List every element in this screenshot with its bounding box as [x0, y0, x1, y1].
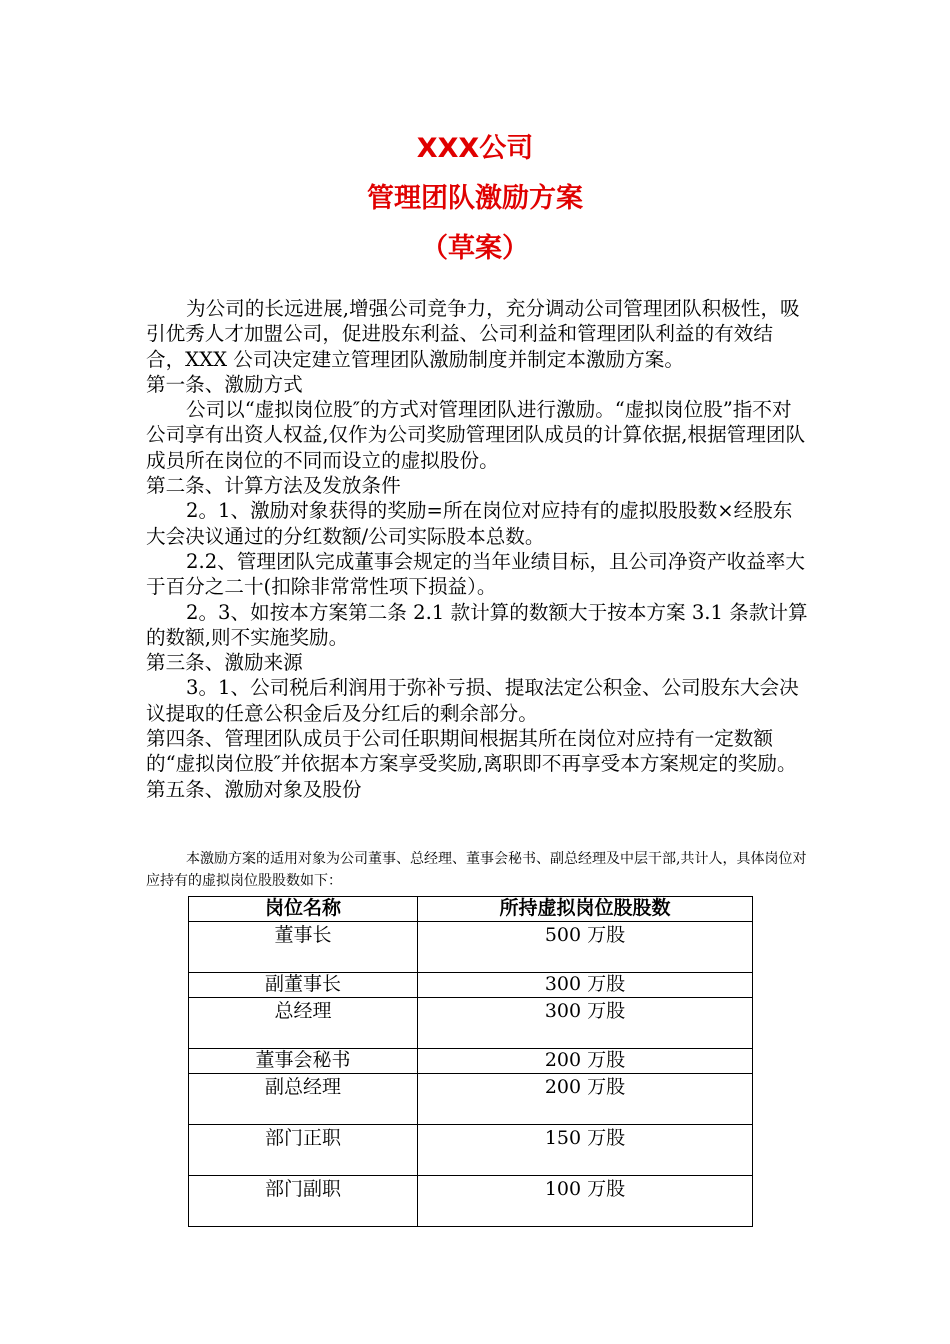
clause-2-2: 2.2、管理团队完成董事会规定的当年业绩目标，且公司净资产收益率大于百分之二十(扣除非常常性项下损益）。 [146, 549, 805, 599]
table-row [189, 973, 753, 998]
position-cell: 副董事长 [189, 973, 418, 998]
table-header-row [189, 897, 753, 922]
clause-2-3: 2。3、如按本方案第二条 2.1 款计算的数额大于按本方案 3.1 条款计算的数额,则不实施奖励。 [146, 600, 808, 649]
intro-paragraph: 为公司的长远进展,增强公司竞争力，充分调动公司管理团队积极性，吸引优秀人才加盟公司，促进股东利益、公司利益和管理团队利益的有效结合，XXX 公司决定建立管理团队激励制度并制定本激励方案。 [146, 297, 800, 371]
column-header-shares: 所持虚拟岗位股股数 [418, 897, 753, 922]
shares-cell: 300 万股 [418, 998, 753, 1049]
table-row [189, 1125, 753, 1176]
document-body [146, 296, 808, 802]
shares-cell: 200 万股 [418, 1049, 753, 1074]
table-row [189, 998, 753, 1049]
scope-note [146, 848, 810, 892]
column-header-position: 岗位名称 [189, 897, 418, 922]
article-1-heading: 第一条、激励方式 [146, 372, 303, 396]
shares-cell: 200 万股 [418, 1074, 753, 1125]
table-row [189, 1049, 753, 1074]
document-subtitle: （草案） [421, 233, 529, 264]
scope-note-text: 本激励方案的适用对象为公司董事、总经理、董事会秘书、副总经理及中层干部,共计人，具体岗位对应持有的虚拟岗位股股数如下： [146, 851, 807, 889]
shares-cell: 300 万股 [418, 973, 753, 998]
position-cell: 总经理 [189, 998, 418, 1049]
article-1-paragraph: 公司以“虚拟岗位股″的方式对管理团队进行激励。“虚拟岗位股”指不对公司享有出资人权益,仅作为公司奖励管理团队成员的计算依据,根据管理团队成员所在岗位的不同而设立的虚拟股份。 [146, 398, 806, 472]
clause-3-1: 3。1、公司税后利润用于弥补亏损、提取法定公积金、公司股东大会决议提取的任意公积金后及分红后的剩余部分。 [146, 676, 799, 725]
clause-2-1: 2。1、激励对象获得的奖励=所在岗位对应持有的虚拟股股数×经股东大会决议通过的分红数额/公司实际股本总数。 [146, 499, 793, 548]
position-cell: 部门副职 [189, 1176, 418, 1227]
shares-cell: 150 万股 [418, 1125, 753, 1176]
position-cell: 副总经理 [189, 1074, 418, 1125]
table-row [189, 922, 753, 973]
document-title: 管理团队激励方案 [367, 183, 583, 214]
position-cell: 部门正职 [189, 1125, 418, 1176]
article-4-paragraph: 第四条、管理团队成员于公司任职期间根据其所在岗位对应持有一定数额的“虚拟岗位股″并依据本方案享受奖励,离职即不再享受本方案规定的奖励。 [146, 727, 797, 776]
table-row [189, 1074, 753, 1125]
company-name: XXX公司 [416, 133, 534, 164]
shares-cell: 100 万股 [418, 1176, 753, 1227]
article-5-heading: 第五条、激励对象及股份 [146, 777, 362, 801]
article-3-heading: 第三条、激励来源 [146, 651, 303, 675]
shares-table [188, 896, 753, 1227]
position-cell: 董事长 [189, 922, 418, 973]
table-row [189, 1176, 753, 1227]
shares-cell: 500 万股 [418, 922, 753, 973]
article-2-heading: 第二条、计算方法及发放条件 [146, 474, 401, 498]
position-cell: 董事会秘书 [189, 1049, 418, 1074]
